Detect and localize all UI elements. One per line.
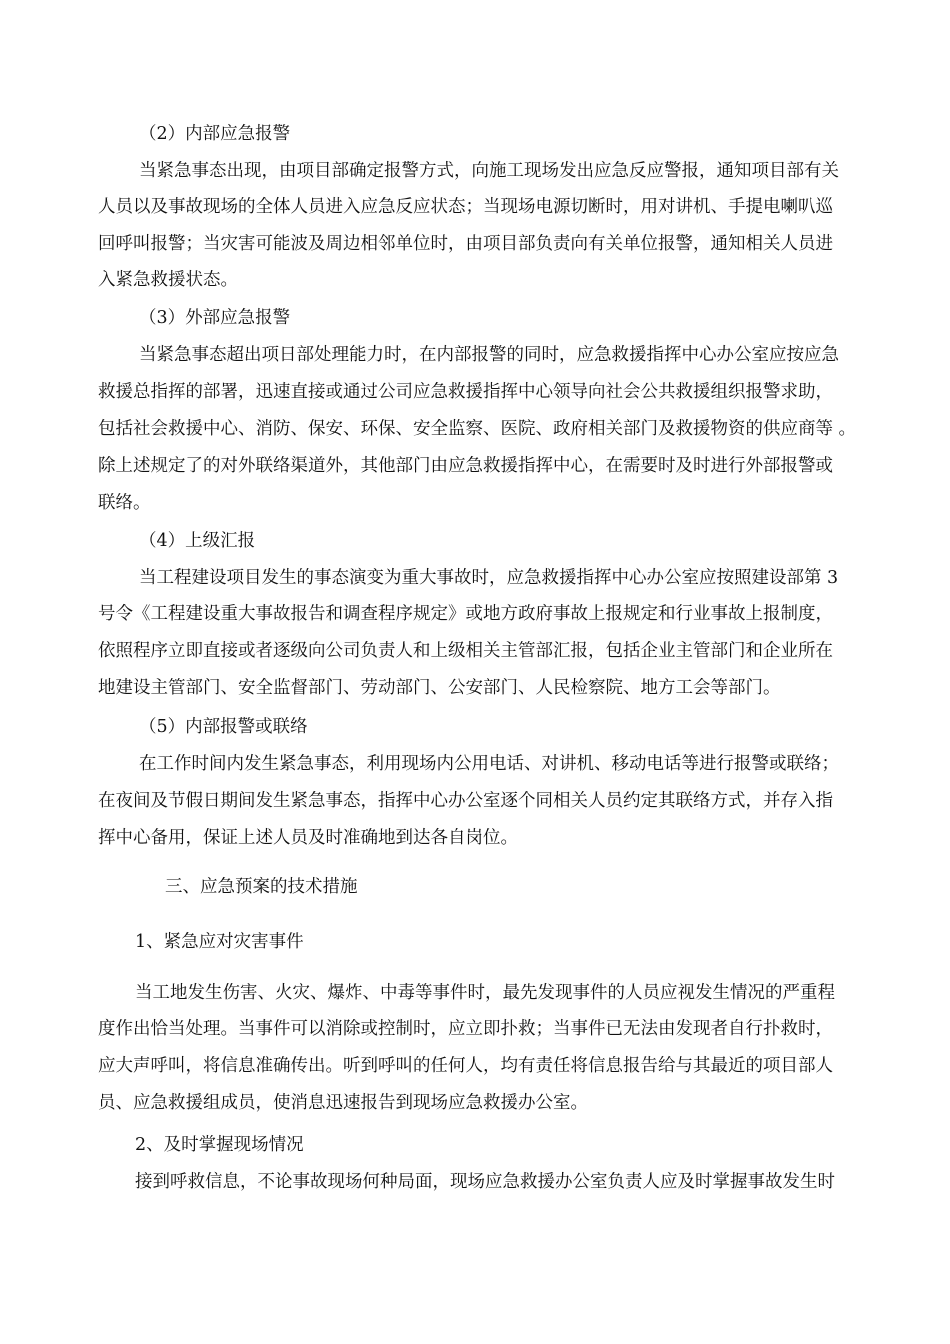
paragraph-line: 当紧急事态出现，由项目部确定报警方式，向施工现场发出应急反应警报，通知项目部有关 [139,161,839,181]
paragraph-line: 人员以及事故现场的全体人员进入应急反应状态；当现场电源切断时，用对讲机、手提电喇叭巡 [98,197,833,217]
paragraph-line: 接到呼救信息，不论事故现场何种局面，现场应急救援办公室负责人应及时掌握事故发生时 [135,1172,835,1192]
section-heading-external-alarm: （3）外部应急报警 [139,308,291,328]
paragraph-line: 应大声呼叫，将信息准确传出。听到呼叫的任何人，均有责任将信息报告给与其最近的项目部人 [98,1056,833,1076]
paragraph-line: 救援总指挥的部署，迅速直接或通过公司应急救援指挥中心领导向社会公共救援组织报警求助， [98,382,833,402]
paragraph-line: 入紧急救援状态。 [98,270,238,290]
chapter-heading-technical-measures: 三、应急预案的技术措施 [165,877,358,897]
section-heading-report-upward: （4）上级汇报 [139,531,256,551]
paragraph-line: 除上述规定了的对外联络渠道外，其他部门由应急救援指挥中心，在需要时及时进行外部报警或 [98,456,833,476]
paragraph-line: 回呼叫报警；当灾害可能波及周边相邻单位时，由项目部负责向有关单位报警，通知相关人员进 [98,234,833,254]
paragraph-line: 地建设主管部门、安全监督部门、劳动部门、公安部门、人民检察院、地方工会等部门。 [98,678,781,698]
section-heading-internal-contact: （5）内部报警或联络 [139,717,308,737]
paragraph-line: 挥中心备用，保证上述人员及时准确地到达各自岗位。 [98,828,518,848]
section-heading-internal-alarm: （2）内部应急报警 [139,124,291,144]
paragraph-line: 联络。 [98,493,151,513]
item-heading-disaster-response: 1、紧急应对灾害事件 [135,932,304,952]
paragraph-line: 包括社会救援中心、消防、保安、环保、安全监察、医院、政府相关部门及救援物资的供应商等 。 [98,419,857,439]
paragraph-line: 当紧急事态超出项日部处理能力时，在内部报警的同时，应急救援指挥中心办公室应按应急 [139,345,839,365]
paragraph-line: 号令《工程建设重大事故报告和调查程序规定》或地方政府事故上报规定和行业事故上报制度， [98,604,833,624]
item-heading-site-situation: 2、及时掌握现场情况 [135,1135,304,1155]
paragraph-line: 在工作时间内发生紧急事态，利用现场内公用电话、对讲机、移动电话等进行报警或联络； [139,754,839,774]
paragraph-line: 在夜间及节假日期间发生紧急事态，指挥中心办公室逐个同相关人员约定其联络方式，并存入指 [98,791,833,811]
paragraph-line: 度作出恰当处理。当事件可以消除或控制时，应立即扑救；当事件已无法由发现者自行扑救时， [98,1019,833,1039]
paragraph-line: 依照程序立即直接或者逐级向公司负责人和上级相关主管部汇报，包括企业主管部门和企业所在 [98,641,833,661]
paragraph-line: 当工程建设项目发生的事态演变为重大事故时，应急救援指挥中心办公室应按照建设部第 3 [139,568,839,588]
paragraph-line: 员、应急救援组成员，使消息迅速报告到现场应急救援办公室。 [98,1093,588,1113]
paragraph-line: 当工地发生伤害、火灾、爆炸、中毒等事件时，最先发现事件的人员应视发生情况的严重程 [135,983,835,1003]
